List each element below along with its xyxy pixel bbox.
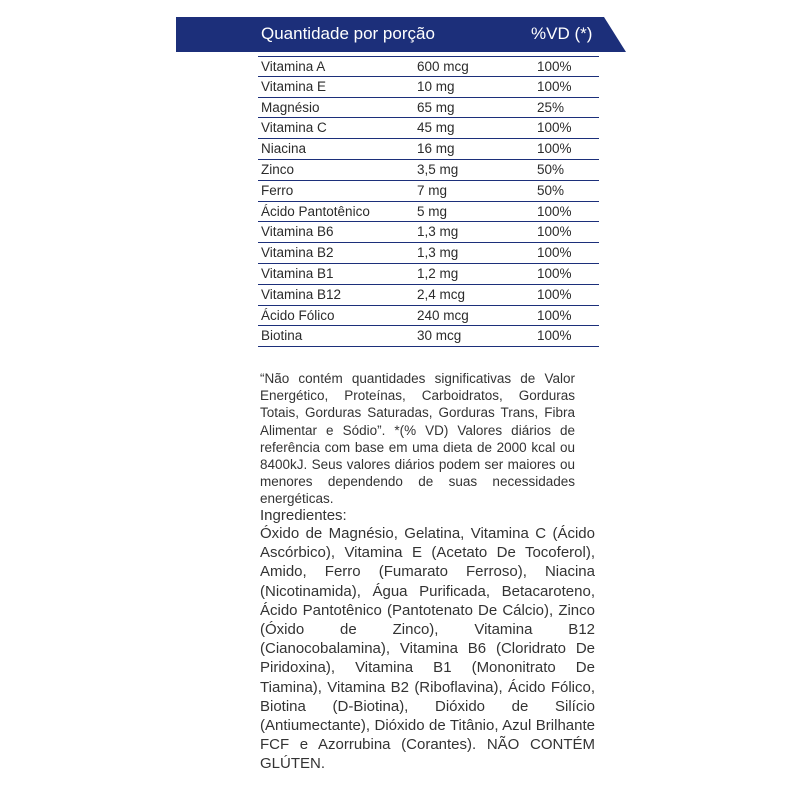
table-row bbox=[258, 202, 599, 223]
table-header bbox=[176, 17, 626, 52]
nutrient-name: Ácido Fólico bbox=[261, 307, 335, 323]
nutrient-amount: 3,5 mg bbox=[417, 161, 459, 177]
nutrient-vd: 100% bbox=[537, 224, 572, 240]
nutrient-name: Niacina bbox=[261, 141, 307, 157]
nutrient-amount: 45 mg bbox=[417, 120, 455, 136]
nutrient-vd: 100% bbox=[537, 245, 572, 261]
nutrient-amount: 1,2 mg bbox=[417, 265, 459, 281]
nutrient-vd: 100% bbox=[537, 120, 572, 136]
nutrient-name: Magnésio bbox=[261, 99, 320, 115]
nutrient-name: Ácido Pantotênico bbox=[261, 203, 370, 219]
table-row bbox=[258, 285, 599, 306]
table-row bbox=[258, 98, 599, 119]
nutrient-name: Vitamina B2 bbox=[261, 245, 334, 261]
nutrient-name: Ferro bbox=[261, 182, 294, 198]
ingredients-text: Óxido de Magnésio, Gelatina, Vitamina C (Ácido Ascórbico), Vitamina E (Acetato De Tocoferol), Amido, Ferro (Fumarato Ferroso), Niacina (Nicotinamida), Água Purificada, Betacaroteno, Ácido Pantotênico (Pantotenato De Cálcio), Zinco (Óxido de Zinco), Vitamina B12 (Cianocobalamina), Vitamina B6 (Cloridrato De Piridoxina), Vitamina B1 (Mononitrato De Tiamina), Vitamina B2 (Riboflavina), Ácido Fólico, Biotina (D-Biotina), Dióxido de Silício (Antiumectante), Dióxido de Titânio, Azul Brilhante FCF e Azorrubina (Corantes). NÃO CONTÉM GLÚTEN. bbox=[260, 525, 595, 773]
nutrient-vd: 100% bbox=[537, 328, 572, 344]
nutrient-name: Vitamina A bbox=[261, 59, 326, 74]
nutrient-vd: 100% bbox=[537, 59, 572, 74]
nutrient-vd: 100% bbox=[537, 265, 572, 281]
table-row bbox=[258, 326, 599, 347]
nutrient-vd: 50% bbox=[537, 182, 565, 198]
nutrient-name: Vitamina E bbox=[261, 78, 327, 94]
nutrient-amount: 7 mg bbox=[417, 182, 448, 198]
table-row bbox=[258, 77, 599, 98]
nutrient-vd: 100% bbox=[537, 78, 572, 94]
nutrient-amount: 65 mg bbox=[417, 99, 455, 115]
nutrient-name: Zinco bbox=[261, 161, 295, 177]
nutrient-amount: 10 mg bbox=[417, 78, 455, 94]
nutrient-name: Vitamina C bbox=[261, 120, 327, 136]
header-vd-label: %VD (*) bbox=[531, 24, 593, 43]
nutrient-vd: 100% bbox=[537, 286, 572, 302]
nutrient-name: Vitamina B12 bbox=[261, 286, 342, 302]
nutrient-amount: 240 mcg bbox=[417, 307, 469, 323]
table-row bbox=[258, 139, 599, 160]
nutrient-vd: 25% bbox=[537, 99, 565, 115]
nutrient-vd: 50% bbox=[537, 161, 565, 177]
nutrient-amount: 16 mg bbox=[417, 141, 455, 157]
nutrient-amount: 30 mcg bbox=[417, 328, 462, 344]
header-quantity-label: Quantidade por porção bbox=[261, 24, 435, 43]
table-row bbox=[258, 264, 599, 285]
nutrient-vd: 100% bbox=[537, 141, 572, 157]
nutrient-name: Biotina bbox=[261, 328, 303, 344]
ingredients-title: Ingredientes: bbox=[260, 507, 347, 524]
nutrient-amount: 600 mcg bbox=[417, 59, 469, 74]
nutrition-note: “Não contém quantidades significativas de Valor Energético, Proteínas, Carboidratos, Gorduras Totais, Gorduras Saturadas, Gorduras Trans, Fibra Alimentar e Sódio”. *(% VD) Valores diários de referência com base em uma dieta de 2000 kcal ou 8400kJ. Seus valores diários podem ser maiores ou menores dependendo de suas necessidades energéticas. bbox=[260, 371, 575, 507]
nutrient-amount: 2,4 mcg bbox=[417, 286, 466, 302]
table-row bbox=[258, 306, 599, 327]
table-row bbox=[258, 56, 599, 77]
table-row bbox=[258, 243, 599, 264]
nutrient-name: Vitamina B6 bbox=[261, 224, 334, 240]
nutrient-name: Vitamina B1 bbox=[261, 265, 334, 281]
nutrient-amount: 5 mg bbox=[417, 203, 448, 219]
nutrient-vd: 100% bbox=[537, 307, 572, 323]
nutrient-vd: 100% bbox=[537, 203, 572, 219]
table-row bbox=[258, 181, 599, 202]
nutrition-table bbox=[258, 56, 599, 347]
table-row bbox=[258, 160, 599, 181]
table-row bbox=[258, 118, 599, 139]
nutrient-amount: 1,3 mg bbox=[417, 224, 459, 240]
table-row bbox=[258, 222, 599, 243]
nutrient-amount: 1,3 mg bbox=[417, 245, 459, 261]
